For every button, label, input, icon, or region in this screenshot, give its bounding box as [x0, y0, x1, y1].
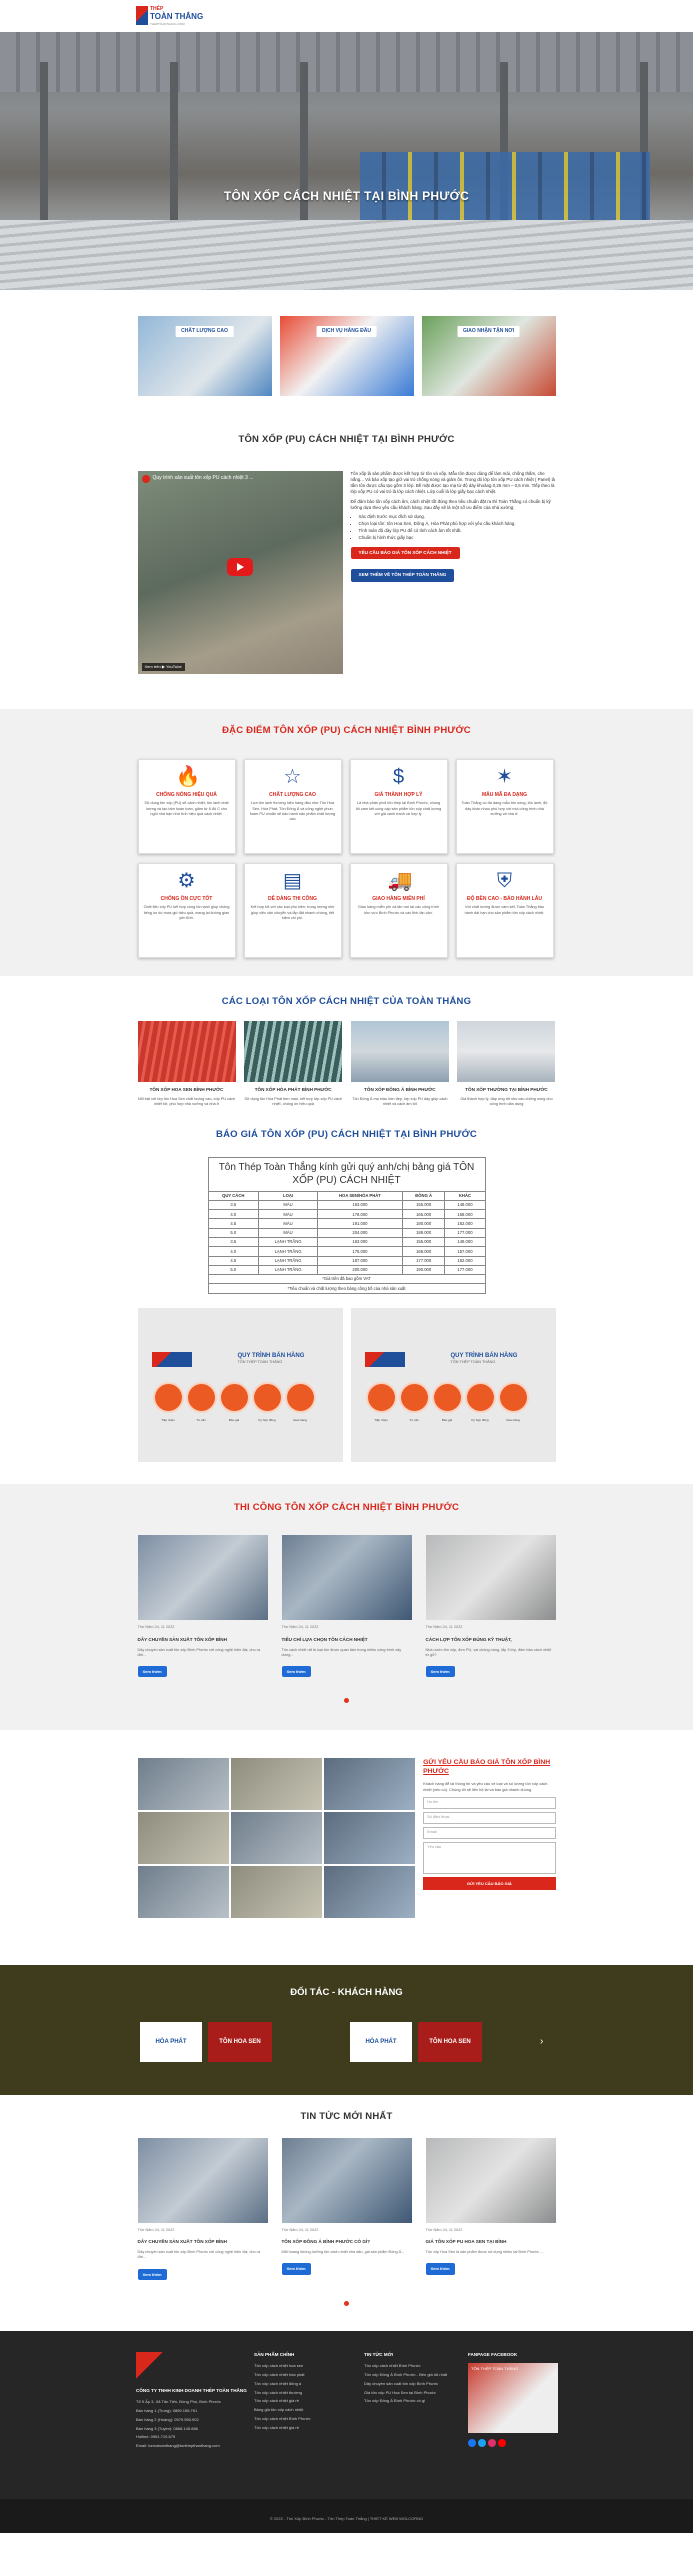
- trait-title: MẪU MÃ ĐA DẠNG: [481, 791, 528, 798]
- form-desc: Khách hàng để lại thông tin và yêu cầu về loại và số lượng tôn xốp cách nhiệt (nếu có). Chúng tôi sẽ liên hệ lại và báo giá nhanh chóng.: [423, 1781, 548, 1792]
- price-header: ĐÔNG Á: [402, 1191, 445, 1200]
- post-title[interactable]: DÂY CHUYỀN SẢN XUẤT TÔN XỐP BÌNH: [137, 1636, 227, 1642]
- quote-request-button[interactable]: YÊU CẦU BÁO GIÁ TÔN XỐP CÁCH NHIỆT: [351, 547, 460, 559]
- trait-icon: ✶: [496, 765, 513, 788]
- process-step-icon: [434, 1384, 461, 1411]
- price-cell: LẠNH TRẮNG: [259, 1256, 318, 1265]
- price-cell: 5.0: [208, 1228, 259, 1237]
- post-image[interactable]: [282, 1535, 412, 1620]
- price-cell: 4.5: [208, 1256, 259, 1265]
- trait-title: GIÁ THÀNH HỢP LÝ: [374, 791, 423, 798]
- trait-icon: 🔥: [175, 765, 201, 788]
- name-input[interactable]: Họ tên: [423, 1797, 555, 1809]
- footer-hotline[interactable]: Hotline: 0961.710.679: [136, 2434, 176, 2440]
- trait-title: CHỐNG ỒN CỰC TỐT: [160, 895, 213, 902]
- hero-banner: [0, 32, 693, 290]
- logo-name: TOÀN THẮNG: [150, 12, 204, 21]
- product-card[interactable]: [457, 1021, 555, 1106]
- product-desc: Giá thành hợp lý, đáp ứng tốt nhu cầu chống nóng cho công trình dân dụng: [460, 1096, 553, 1106]
- read-more-button[interactable]: Xem thêm: [282, 2263, 311, 2274]
- product-image[interactable]: [138, 1021, 236, 1082]
- price-cell: 3.5: [208, 1200, 259, 1209]
- price-note: *Giá trên đã bao gồm VAT: [208, 1275, 485, 1284]
- footer-link[interactable]: Tôn xốp cách nhiệt giá rẻ: [254, 2398, 299, 2404]
- table-row: [208, 1200, 485, 1209]
- trait-desc: Với chất lượng được cam kết, Toàn Thắng bảo hành dài hạn cho sản phẩm tôn xốp cách nhiệt.: [464, 905, 545, 915]
- post-title[interactable]: CÁCH LỢP TÔN XỐP ĐÚNG KỸ THUẬT,: [425, 1636, 512, 1642]
- price-cell: 169.000: [402, 1247, 445, 1256]
- footer-company: CÔNG TY TNHH KINH DOANH THÉP TOÀN THẮNG: [136, 2387, 247, 2393]
- feature-service[interactable]: DỊCH VỤ HÀNG ĐẦU: [280, 316, 414, 396]
- footer: [0, 2331, 693, 2499]
- footer-link[interactable]: Tôn xốp cách nhiệt giá rẻ: [254, 2425, 299, 2431]
- price-cell: 155.000: [402, 1238, 445, 1247]
- logo-tag: THEPTOANTHANG.COM: [150, 22, 185, 26]
- price-cell: 162.000: [445, 1256, 485, 1265]
- trait-title: ĐỘ BỀN CAO - BẢO HÀNH LÂU: [467, 895, 542, 902]
- footer-news-title: TIN TỨC MỚI: [364, 2351, 393, 2357]
- build-title: THI CÔNG TÔN XỐP CÁCH NHIỆT BÌNH PHƯỚC: [233, 1501, 460, 1513]
- quote-form: [423, 1758, 555, 1918]
- trait-icon: ⚙: [177, 869, 196, 892]
- product-card[interactable]: [351, 1021, 449, 1106]
- product-image[interactable]: [351, 1021, 449, 1082]
- price-cell: 190.000: [402, 1265, 445, 1274]
- types-title: CÁC LOẠI TÔN XỐP CÁCH NHIỆT CỦA TOÀN THẮNG: [221, 995, 472, 1007]
- trait-icon: ☆: [283, 765, 302, 788]
- price-cell: 162.000: [445, 1219, 485, 1228]
- product-card[interactable]: [244, 1021, 342, 1106]
- footer-logo: [136, 2352, 196, 2382]
- process-step-icon: [467, 1384, 494, 1411]
- read-more-button[interactable]: Xem thêm: [426, 1666, 455, 1677]
- price-header: KHÁC: [445, 1191, 485, 1200]
- trait-icon: ⛨: [497, 869, 512, 892]
- process-step-icon: [221, 1384, 248, 1411]
- watch-on-youtube[interactable]: Xem trên ▶ YouTube: [142, 663, 185, 670]
- post-date: Thứ Năm 24, 11 2022: [281, 2227, 319, 2232]
- process-step-icon: [368, 1384, 395, 1411]
- process-step-label: Giao hàng: [506, 1417, 520, 1422]
- trait-card: [138, 759, 236, 854]
- price-cell: MÀU: [259, 1210, 318, 1219]
- instagram-icon[interactable]: [488, 2439, 496, 2447]
- price-table: [208, 1157, 486, 1294]
- product-desc: Nổi bật với lớp tôn Hoa Sen chất lượng cao, xốp PU cách nhiệt tốt, phù hợp nhà xưởng và nhà ở: [137, 1096, 236, 1106]
- price-cell: 175.000: [318, 1247, 403, 1256]
- footer-link[interactable]: Giá tôn xốp PU Hoa Sen tại Bình Phước: [364, 2389, 436, 2395]
- trait-desc: Toàn Thắng có đa dạng mẫu tôn sóng, tôn lạnh, độ dày khác nhau phù hợp với mọi công trình nhà xưởng và nhà ở.: [461, 801, 548, 816]
- process-step-label: Ký hợp đồng: [258, 1417, 276, 1422]
- footer-link[interactable]: Tôn xốp cách nhiệt thường: [254, 2389, 302, 2395]
- price-cell: 4.5: [208, 1219, 259, 1228]
- price-cell: 178.000: [318, 1210, 403, 1219]
- channel-icon: [142, 475, 150, 483]
- footer-address: Tổ 9 Ấp 3, Xã Tân Tiến, Đồng Phú, Bình Phước: [136, 2398, 221, 2404]
- trait-desc: Kết hợp tốt với các loại phụ kiện; trọng lượng nhẹ giúp việc vận chuyển và lắp đặt nhanh chóng, tiết kiệm chi phí.: [250, 905, 335, 920]
- footer-link[interactable]: Tôn xốp cách nhiệt Bình Phước: [254, 2416, 311, 2422]
- logo-top: THÉP: [150, 6, 164, 12]
- process-logo: [365, 1352, 405, 1367]
- post-date: Thứ Năm 24, 11 2022: [425, 1625, 463, 1630]
- post-image[interactable]: [426, 1535, 556, 1620]
- trait-card: [244, 863, 342, 958]
- footer-phone[interactable]: Bán hàng 1 (Trung): 0869.156.761: [136, 2407, 198, 2413]
- email-input[interactable]: Email: [423, 1827, 555, 1839]
- trait-desc: Chất liệu xốp PU kết hợp cùng tôn lạnh giúp chống tiếng ồn do mưa gió hiệu quả, mang lại không gian yên tĩnh.: [143, 905, 230, 920]
- partners-title: ĐỐI TÁC - KHÁCH HÀNG: [290, 1987, 403, 1999]
- footer-link[interactable]: Dây chuyền sản xuất tôn xốp Bình Phước: [364, 2380, 439, 2386]
- price-cell: LẠNH TRẮNG: [259, 1265, 318, 1274]
- feature-quality[interactable]: CHẤT LƯỢNG CAO: [138, 316, 272, 396]
- price-header: QUY CÁCH: [208, 1191, 259, 1200]
- price-cell: 148.000: [445, 1238, 485, 1247]
- footer-link[interactable]: Tôn xốp cách nhiệt đông á: [254, 2380, 302, 2386]
- footer-link[interactable]: Tôn xốp Đông Á Bình Phước có gì: [364, 2398, 426, 2404]
- post-date: Thứ Năm 24, 11 2022: [425, 2227, 463, 2232]
- process-step-label: Tư vấn: [409, 1417, 419, 1422]
- post-image[interactable]: [138, 1535, 268, 1620]
- price-cell: LẠNH TRẮNG: [259, 1247, 318, 1256]
- footer-link[interactable]: Bảng giá tôn xốp cách nhiệt: [254, 2407, 304, 2413]
- post-card[interactable]: [282, 2138, 412, 2280]
- price-cell: 155.000: [402, 1200, 445, 1209]
- table-row: [208, 1256, 485, 1265]
- table-row: [208, 1210, 485, 1219]
- trait-desc: Sử dụng tôn xốp (PU) sẽ cách nhiệt, tôn lạnh chất lượng và tạo tấm hoàn toàn, giảm từ 6 độ C cho ngôi nhà bạn nhờ tính hiệu quả cách nhiệt.: [144, 801, 229, 816]
- trait-card: [244, 759, 342, 854]
- price-cell: 157.000: [445, 1247, 485, 1256]
- post-excerpt: Dây chuyền sản xuất tôn xốp Bình Phước với công nghệ hiện đại, cho ra đời...: [137, 2250, 261, 2260]
- footer-phone[interactable]: Bán hàng 2 (Hoàng): 0979.950.902: [136, 2416, 199, 2422]
- price-cell: 191.000: [318, 1219, 403, 1228]
- price-title: BÁO GIÁ TÔN XỐP (PU) CÁCH NHIỆT TẠI BÌNH PHƯỚC: [216, 1128, 477, 1140]
- footer-products-title: SẢN PHẨM CHÍNH: [254, 2351, 295, 2357]
- intro-bullet: • Xác định trước mục đích sử dụng.: [359, 514, 556, 520]
- gallery: [138, 1758, 416, 1918]
- product-image[interactable]: [244, 1021, 342, 1082]
- trait-icon: 🚚: [387, 869, 413, 892]
- product-image[interactable]: [457, 1021, 555, 1082]
- process-step-icon: [254, 1384, 281, 1411]
- price-cell: 3.5: [208, 1238, 259, 1247]
- product-card[interactable]: [138, 1021, 236, 1106]
- intro-bullet: • Tính toán độ dày lớp PU để có tính cách âm tốt nhất.: [359, 528, 556, 534]
- trait-desc: Giao hàng miễn phí và tận nơi tại các công trình khu vực Bình Phước và các tỉnh lân cận.: [357, 905, 439, 915]
- process-step-label: Giao hàng: [293, 1417, 307, 1422]
- next-arrow-icon[interactable]: ›: [540, 2036, 544, 2048]
- price-cell: MÀU: [259, 1219, 318, 1228]
- table-row: [208, 1238, 485, 1247]
- trait-card: [456, 759, 554, 854]
- post-image[interactable]: [426, 2138, 556, 2223]
- process-step-label: Ký hợp đồng: [471, 1417, 489, 1422]
- process-step-icon: [500, 1384, 527, 1411]
- process-step-label: Báo giá: [441, 1417, 453, 1422]
- price-cell: 177.000: [402, 1256, 445, 1265]
- trait-card: [138, 863, 236, 958]
- price-cell: 148.000: [445, 1200, 485, 1209]
- product-title[interactable]: TÔN XỐP THƯỜNG TẠI BÌNH PHƯỚC: [465, 1087, 548, 1093]
- trait-title: CHẤT LƯỢNG CAO: [269, 791, 316, 798]
- carousel-dot[interactable]: [344, 1698, 349, 1703]
- play-icon[interactable]: [227, 558, 253, 576]
- trait-icon: $: [392, 765, 405, 788]
- post-title[interactable]: DÂY CHUYỀN SẢN XUẤT TÔN XỐP BÌNH: [137, 2239, 227, 2245]
- post-card[interactable]: [426, 1535, 556, 1677]
- intro-paragraph-2: Để đảm bảo tôn xốp cách âm, cách nhiệt tốt đúng theo tiêu chuẩn đặt ra thì Toàn Thắng có chuẩn bị kỹ lưỡng dựa theo yêu cầu khách hàng. Sau đây sẽ là một số ưu điểm của nhà xưởng:: [350, 498, 551, 510]
- trait-desc: Lựa tôn lạnh thương hiệu hàng đầu như Tôn Hoa Sen, Hòa Phát, Tôn Đông Á và công nghệ phun foam PU chuẩn sẽ bảo hành sản phẩm chất lượng cao: [249, 801, 336, 821]
- post-title[interactable]: GIÁ TÔN XỐP PU HOA SEN TẠI BÌNH: [425, 2239, 507, 2245]
- process-step-label: Tiếp nhận: [374, 1417, 388, 1422]
- process-step-label: Báo giá: [228, 1417, 240, 1422]
- product-desc: Sử dụng tôn Hòa Phát bền màu, kết hợp lớp xốp PU cách nhiệt, chống ồn hiệu quả: [244, 1096, 342, 1106]
- partner-hoaphat[interactable]: HÒA PHÁT: [350, 2022, 412, 2062]
- table-row: [208, 1219, 485, 1228]
- table-row: [208, 1247, 485, 1256]
- copyright: © 2022 - Tôn Xốp Bình Phước - Tôn Thép Toàn Thắng | THIẾT KẾ WEB WOLCORNG: [0, 2499, 693, 2533]
- price-cell: 177.000: [445, 1228, 485, 1237]
- process-title: QUY TRÌNH BÁN HÀNG: [237, 1352, 305, 1359]
- submit-button[interactable]: GỬI YÊU CẦU BÁO GIÁ: [423, 1877, 555, 1890]
- facebook-icon[interactable]: [468, 2439, 476, 2447]
- price-cell: 187.000: [318, 1256, 403, 1265]
- facebook-widget[interactable]: TÔN THÉP TOÀN THẮNG: [468, 2363, 558, 2433]
- price-cell: MÀU: [259, 1200, 318, 1209]
- price-cell: MÀU: [259, 1228, 318, 1237]
- price-cell: 163.000: [318, 1238, 403, 1247]
- price-cell: 189.000: [402, 1228, 445, 1237]
- traits-section: [0, 709, 693, 976]
- intro-bullet: • Chọn loại tôn: tôn Hoa Sen, Đông Á, Hòa Phát phù hợp với yêu cầu khách hàng.: [359, 521, 556, 527]
- trait-card: [456, 863, 554, 958]
- hero-title: TÔN XỐP CÁCH NHIỆT TẠI BÌNH PHƯỚC: [223, 189, 470, 203]
- trait-icon: ▤: [283, 869, 302, 892]
- post-excerpt: Nhà nước tôn xốp, đơn PU, vai chống nóng, lắp 3 lớp, đảm bảo cách nhiệt từ gỗ?: [425, 1647, 552, 1657]
- product-title[interactable]: TÔN XỐP HÒA PHÁT BÌNH PHƯỚC: [254, 1087, 332, 1093]
- sales-process-banner: [351, 1308, 556, 1462]
- trait-title: DỄ DÀNG THI CÔNG: [268, 895, 317, 902]
- read-more-button[interactable]: Xem thêm: [138, 1666, 167, 1677]
- price-cell: 180.000: [402, 1219, 445, 1228]
- price-cell: 177.000: [445, 1265, 485, 1274]
- post-title[interactable]: TÔN XỐP ĐÔNG Á BÌNH PHƯỚC CÓ GÌ?: [281, 2239, 371, 2245]
- process-logo: [152, 1352, 192, 1367]
- footer-fanpage-title: FANPAGE FACEBOOK: [468, 2351, 518, 2357]
- youtube-video[interactable]: Quy trình sản xuất tôn xốp PU cách nhiệt 3 ... Xem trên ▶ YouTube: [138, 471, 343, 674]
- partners-section: [0, 1965, 693, 2095]
- traits-title: ĐẶC ĐIỂM TÔN XỐP (PU) CÁCH NHIỆT BÌNH PHƯỚC: [222, 724, 471, 736]
- intro-title: TÔN XỐP (PU) CÁCH NHIỆT TẠI BÌNH PHƯỚC: [238, 434, 455, 445]
- process-step-icon: [155, 1384, 182, 1411]
- post-image[interactable]: [138, 2138, 268, 2223]
- price-cell: 4.0: [208, 1210, 259, 1219]
- table-row: [208, 1265, 485, 1274]
- trait-desc: Là nhà phân phối tôn thép tại Bình Phước, chúng tôi cam kết cung cấp sản phẩm tôn xốp chất lượng với giá cạnh tranh và hợp lý.: [355, 801, 442, 816]
- post-excerpt: Dây chuyền sản xuất tôn xốp Bình Phước với công nghệ hiện đại, cho ra đời...: [137, 1647, 261, 1657]
- trait-card: [350, 863, 448, 958]
- process-title: QUY TRÌNH BÁN HÀNG: [450, 1352, 518, 1359]
- build-section: [0, 1484, 693, 1731]
- price-header: HOA SEN/HÒA PHÁT: [318, 1191, 403, 1200]
- price-cell: 158.000: [445, 1210, 485, 1219]
- post-title[interactable]: TIÊU CHÍ LỰA CHỌN TÔN CÁCH NHIỆT: [281, 1636, 368, 1642]
- process-sub: TÔN THÉP TOÀN THẮNG: [450, 1359, 496, 1364]
- product-title[interactable]: TÔN XỐP HOA SEN BÌNH PHƯỚC: [149, 1087, 224, 1093]
- message-textarea[interactable]: Yêu cầu: [423, 1842, 555, 1874]
- sales-process-banner: [138, 1308, 343, 1462]
- learn-more-button[interactable]: XEM THÊM VỀ TÔN THÉP TOÀN THẮNG: [351, 569, 455, 581]
- trait-title: GIAO HÀNG MIỄN PHÍ: [372, 895, 425, 902]
- footer-link[interactable]: Tôn xốp Đông Á Bình Phước - Bền giá tốt nhất: [364, 2371, 448, 2377]
- product-desc: Tôn Đông Á mạ màu bền đẹp, lớp xốp PU dày giúp cách nhiệt và cách âm tốt: [352, 1096, 448, 1106]
- form-title: GỬI YÊU CẦU BÁO GIÁ TÔN XỐP BÌNH PHƯỚC: [423, 1759, 551, 1776]
- table-row: [208, 1228, 485, 1237]
- post-excerpt: Mãi hoang không dưỡng tôn cách nhiệt nhà dân, giá sản phẩm Đông Á...: [281, 2250, 405, 2255]
- price-cell: LẠNH TRẮNG: [259, 1238, 318, 1247]
- site-header: [0, 0, 693, 32]
- process-step-icon: [188, 1384, 215, 1411]
- post-excerpt: Tôn cách nhiệt rất là loại tôn được quan tâm trong nhiều công trình xây dựng...: [281, 1647, 402, 1657]
- post-image[interactable]: [282, 2138, 412, 2223]
- footer-phone[interactable]: Bán hàng 3 (Tuyền): 0868.145.666: [136, 2425, 198, 2431]
- carousel-dot[interactable]: [344, 2301, 349, 2306]
- feature-delivery[interactable]: GIAO NHẬN TẬN NƠI: [422, 316, 556, 396]
- post-date: Thứ Năm 24, 11 2022: [137, 1625, 175, 1630]
- post-excerpt: Tôn xốp Hoa Sen là sản phẩm được sử dụng nhiều tại Bình Phước ...: [425, 2250, 544, 2255]
- phone-input[interactable]: Số điện thoại: [423, 1812, 555, 1824]
- youtube-icon[interactable]: [498, 2439, 506, 2447]
- price-header: LOẠI: [259, 1191, 318, 1200]
- post-date: Thứ Năm 24, 11 2022: [137, 2227, 175, 2232]
- price-cell: 204.000: [318, 1228, 403, 1237]
- post-card[interactable]: [282, 1535, 412, 1677]
- read-more-button[interactable]: Xem thêm: [426, 2263, 455, 2274]
- price-note: *Tiêu chuẩn và chất lượng theo bảng công bố của nhà sản xuất: [208, 1284, 485, 1293]
- intro-bullet: • Chuẩn bị hình thức giấy bạc: [359, 535, 556, 541]
- price-cell: 163.000: [318, 1200, 403, 1209]
- trait-title: CHỐNG NÓNG HIỆU QUẢ: [156, 791, 217, 798]
- logo[interactable]: [136, 4, 208, 28]
- post-card[interactable]: [138, 2138, 268, 2280]
- post-date: Thứ Năm 24, 11 2022: [281, 1625, 319, 1630]
- read-more-button[interactable]: Xem thêm: [138, 2269, 167, 2280]
- process-step-icon: [287, 1384, 314, 1411]
- price-caption: Tôn Thép Toàn Thắng kính gửi quý anh/chị bảng giá TÔN XỐP (PU) CÁCH NHIỆT: [208, 1157, 485, 1191]
- twitter-icon[interactable]: [478, 2439, 486, 2447]
- trait-card: [350, 759, 448, 854]
- process-step-icon: [401, 1384, 428, 1411]
- post-card[interactable]: [426, 2138, 556, 2280]
- process-sub: TÔN THÉP TOÀN THẮNG: [237, 1359, 283, 1364]
- price-cell: 165.000: [402, 1210, 445, 1219]
- product-title[interactable]: TÔN XỐP ĐÔNG Á BÌNH PHƯỚC: [364, 1087, 436, 1093]
- footer-link[interactable]: Tôn xốp cách nhiệt hòa phát: [254, 2371, 305, 2377]
- read-more-button[interactable]: Xem thêm: [282, 1666, 311, 1677]
- process-step-label: Tiếp nhận: [161, 1417, 175, 1422]
- price-cell: 5.0: [208, 1265, 259, 1274]
- partner-hoaphat[interactable]: HÒA PHÁT: [140, 2022, 202, 2062]
- partner-hoasen[interactable]: TÔN HOA SEN: [418, 2022, 482, 2062]
- intro-paragraph-1: Tôn xốp là sản phẩm được kết hợp từ tôn và xốp. Mẫu tôn được dùng để làm mái, chống thấm, che nắng... Và bảo xốp tạo giữ vai trò chống nóng và giảm ồn. Trong đó lớp tôn xốp PU cách nhiệt ( Panel) là tấm tôn được cấu tạo gồm 3 lớp. Bề mặt được tạo mạ từ độ dày khoảng 0,25 mm – 0,5 mm. Tiếp theo là lớp xốp PU có vai trò là lớp cách nhiệt. Lớp cuối là lớp giấy bạc cách nhiệt.: [350, 470, 555, 494]
- price-cell: 200.000: [318, 1265, 403, 1274]
- process-step-label: Tư vấn: [196, 1417, 206, 1422]
- footer-link[interactable]: Tôn xốp cách nhiệt Bình Phước: [364, 2362, 421, 2368]
- news-title: TIN TỨC MỚI NHẤT: [300, 2111, 393, 2123]
- price-cell: 4.0: [208, 1247, 259, 1256]
- post-card[interactable]: [138, 1535, 268, 1677]
- partner-hoasen[interactable]: TÔN HOA SEN: [208, 2022, 272, 2062]
- footer-email[interactable]: Email: tonxotoanthang@tonthepthanthang.com: [136, 2443, 220, 2449]
- footer-link[interactable]: Tôn xốp cách nhiệt hoa sen: [254, 2362, 304, 2368]
